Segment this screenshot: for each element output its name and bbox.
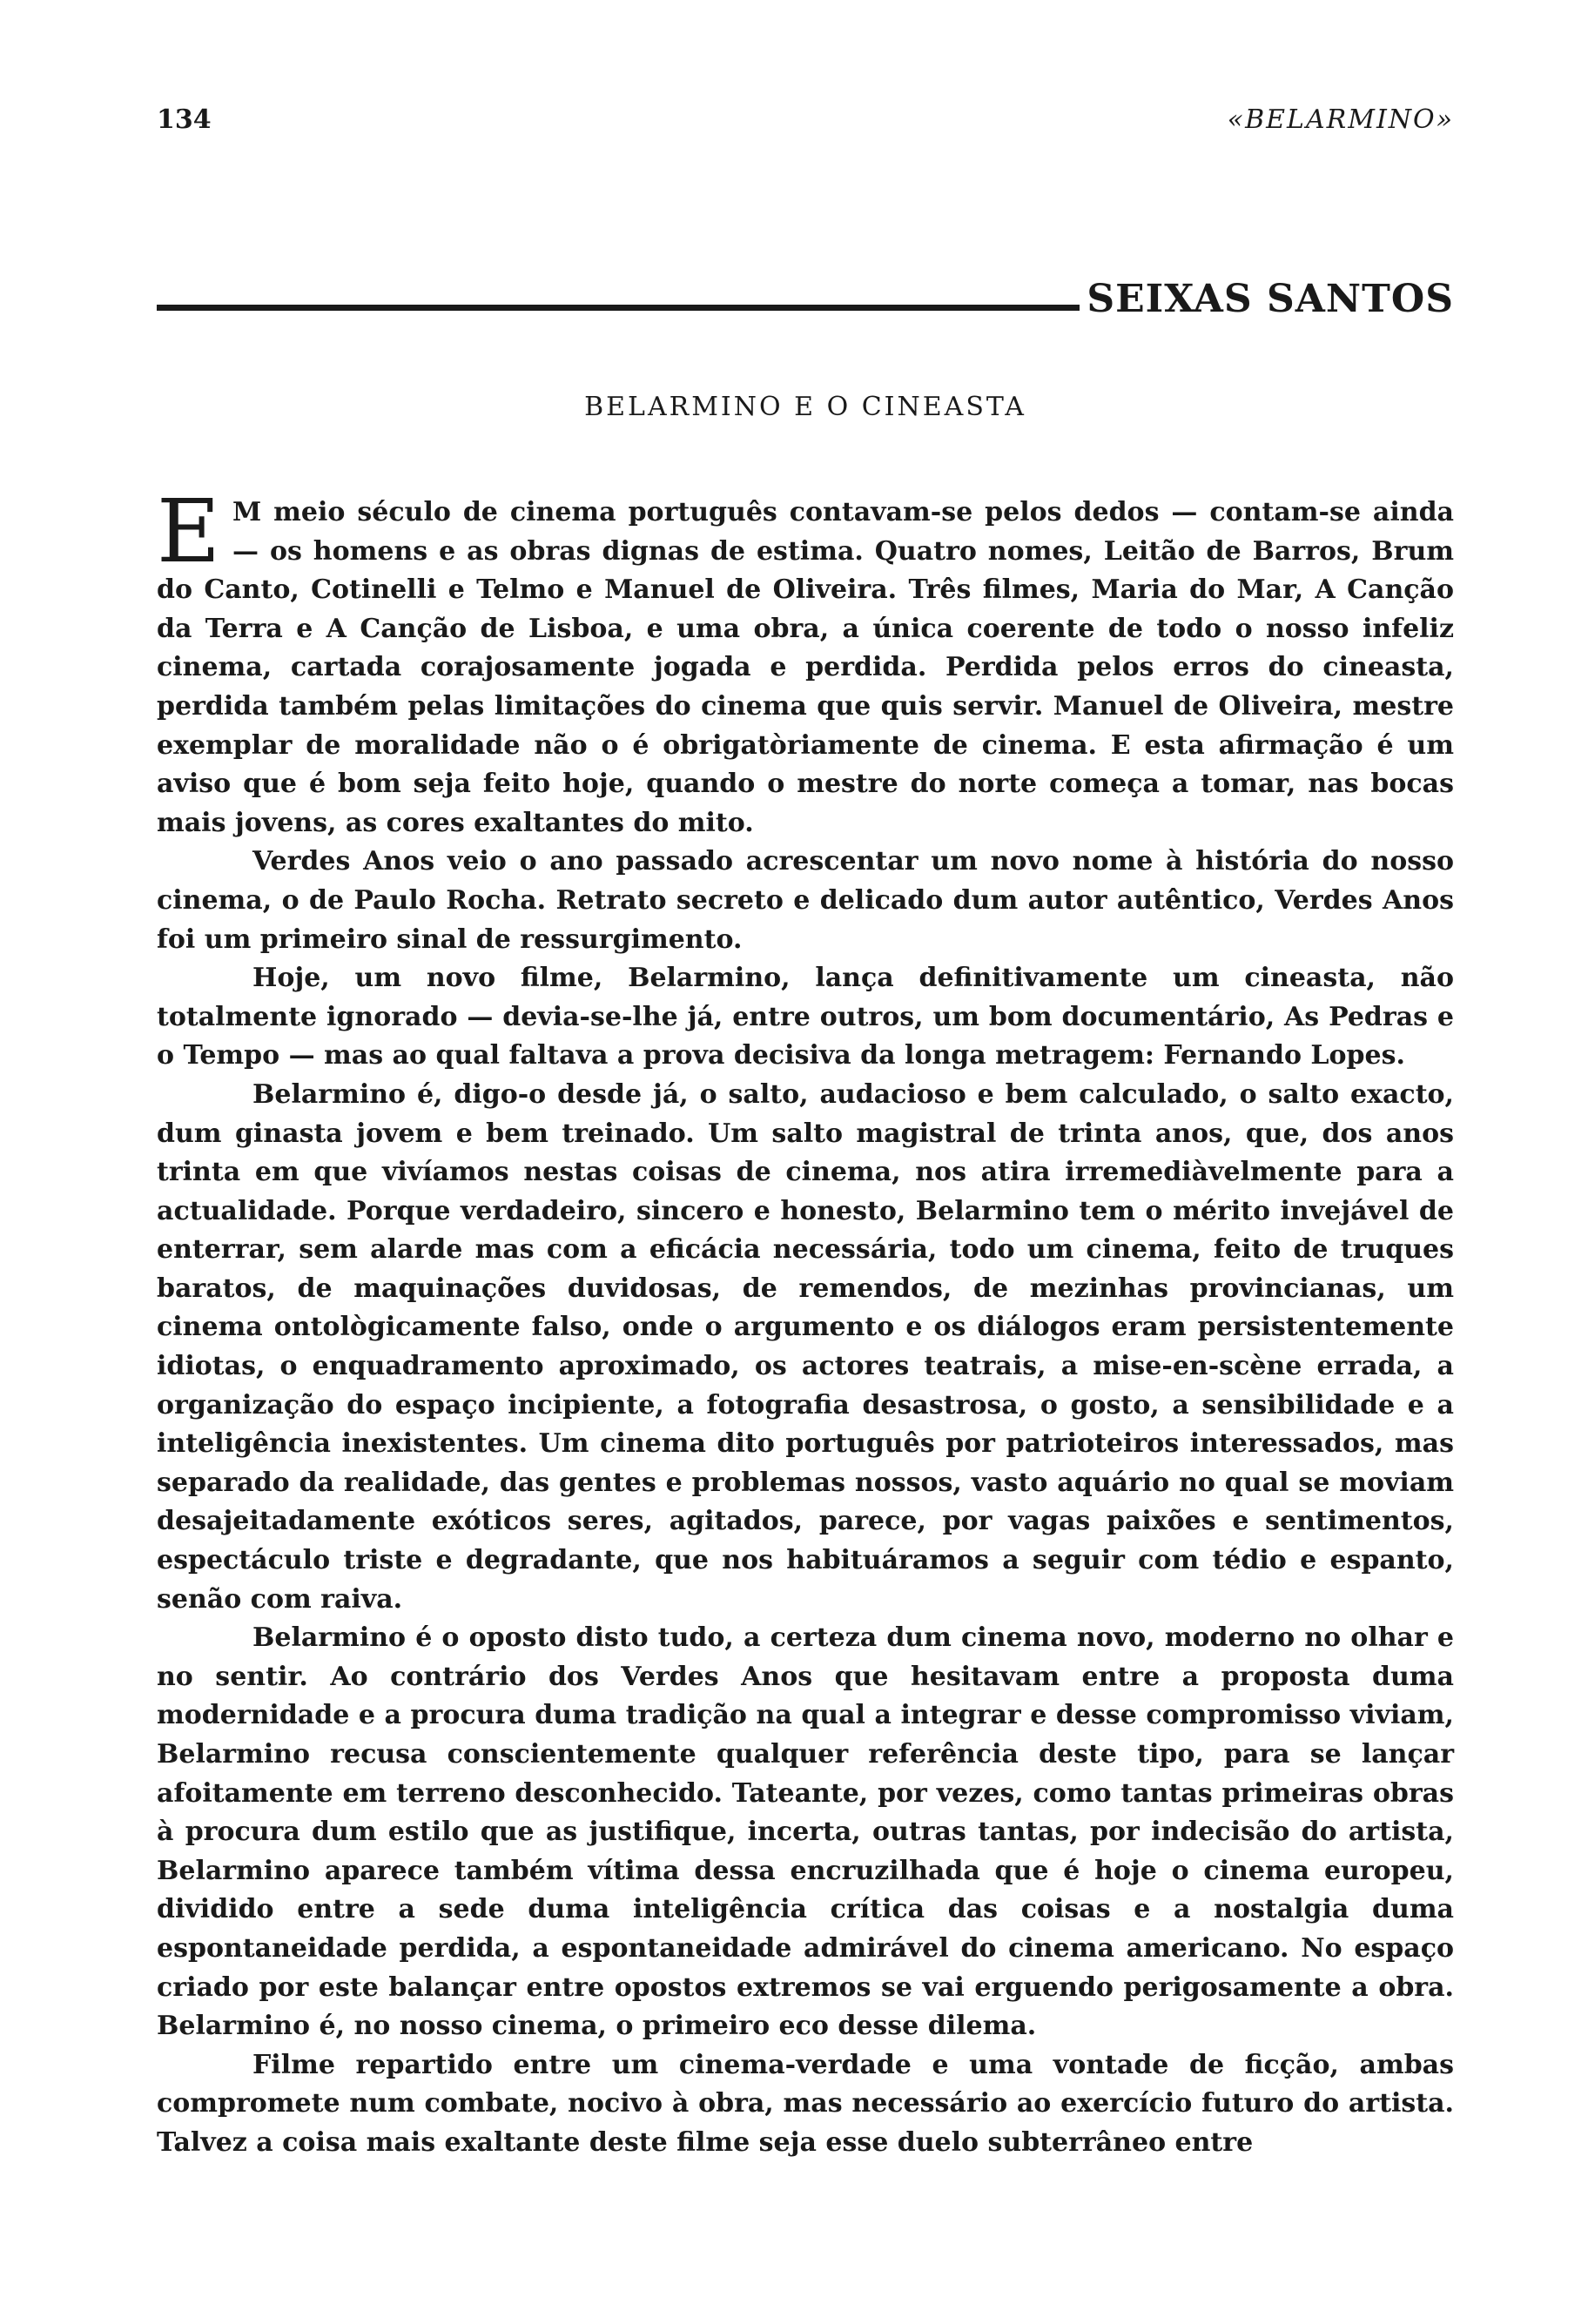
paragraph-1 [157, 480, 1454, 843]
article-body [157, 480, 1454, 2163]
page-number: 134 [157, 104, 212, 135]
paragraph-5: Belarmino é o oposto disto tudo, a certeza dum cinema novo, moderno no olhar e no sentir. Ao contrário dos Verdes Anos que hesitavam entre a proposta duma modernidade e a procura duma tradição na qual a integrar e desse compromisso viviam, Belarmino recusa conscientemente qualquer referência deste tipo, para se lançar afoitamente em terreno desconhecido. Tateante, por vezes, como tantas primeiras obras à procura dum estilo que as justifique, incerta, outras tantas, por indecisão do artista, Belarmino aparece também vítima dessa encruzilhada que é hoje o cinema europeu, dividido entre a sede duma inteligência crítica das coisas e a nostalgia duma espontaneidade perdida, a espontaneidade admirável do cinema americano. No espaço criado por este balançar entre opostos extremos se vai erguendo perigosamente a obra. Belarmino é, no nosso cinema, o primeiro eco desse dilema. [157, 1622, 1454, 2042]
paragraph-text: M meio século de cinema português contavam-se pelos dedos — contam-se ainda — os homens e as obras dignas de estima. Quatro nomes, Leitão de Barros, Brum do Canto, Cotinelli e Telmo e Manuel de Oliveira. Três filmes, Maria do Mar, A Canção da Terra e A Canção de Lisboa, e uma obra, a única coerente de todo o nosso infeliz cinema, cartada corajosamente jogada e perdida. Perdida pelos erros do cineasta, perdida também pelas limitações do cinema que quis servir. Manuel de Oliveira, mestre exemplar de moralidade não o é obrigatòriamente de cinema. E esta afirmação é um aviso que é bom seja feito hoje, quando o mestre do norte começa a tomar, nas bocas mais jovens, as cores exaltantes do mito. [157, 497, 1454, 838]
article-title: BELARMINO E O CINEASTA [584, 392, 1026, 422]
document-page [157, 104, 1454, 2163]
author-name: SEIXAS SANTOS [1087, 277, 1454, 321]
horizontal-rule [157, 305, 1080, 311]
paragraph-2: Verdes Anos veio o ano passado acrescentar um novo nome à história do nosso cinema, o de Paulo Rocha. Retrato secreto e delicado dum autor autêntico, Verdes Anos foi um primeiro sinal de ressurgimento. [157, 846, 1454, 955]
paragraph-3: Hoje, um novo filme, Belarmino, lança definitivamente um cineasta, não totalmente ignorado — devia-se-lhe já, entre outros, um bom documentário, As Pedras e o Tempo — mas ao qual faltava a prova decisiva da longa metragem: Fernando Lopes. [157, 963, 1454, 1071]
drop-cap: E [157, 480, 220, 582]
paragraph-6: Filme repartido entre um cinema-verdade e uma vontade de ficção, ambas compromete num combate, nocivo à obra, mas necessário ao exercício futuro do artista. Talvez a coisa mais exaltante deste filme seja esse duelo subterrâneo entre [157, 2049, 1454, 2158]
author-line [157, 277, 1454, 338]
running-header [157, 104, 1454, 157]
journal-title: «BELARMINO» [1227, 104, 1454, 135]
paragraph-4: Belarmino é, digo-o desde já, o salto, audacioso e bem calculado, o salto exacto, dum ginasta jovem e bem treinado. Um salto magistral de trinta anos, que, dos anos trinta em que vivíamos nestas coisas de cinema, nos atira irremediàvelmente para a actualidade. Porque verdadeiro, sincero e honesto, Belarmino tem o mérito invejável de enterrar, sem alarde mas com a eficácia necessária, todo um cinema, feito de truques baratos, de maquinações duvidosas, de remendos, de mezinhas provincianas, um cinema ontològicamente falso, onde o argumento e os diálogos eram persistentemente idiotas, o enquadramento aproximado, os actores teatrais, a mise-en-scène errada, a organização do espaço incipiente, a fotografia desastrosa, o gosto, a sensibilidade e a inteligência inexistentes. Um cinema dito português por patrioteiros interessados, mas separado da realidade, das gentes e problemas nossos, vasto aquário no qual se moviam desajeitadamente exóticos seres, agitados, parece, por vagas paixões e sentimentos, espectáculo triste e degradante, que nos habituáramos a seguir com tédio e espanto, senão com raiva. [157, 1078, 1454, 1615]
